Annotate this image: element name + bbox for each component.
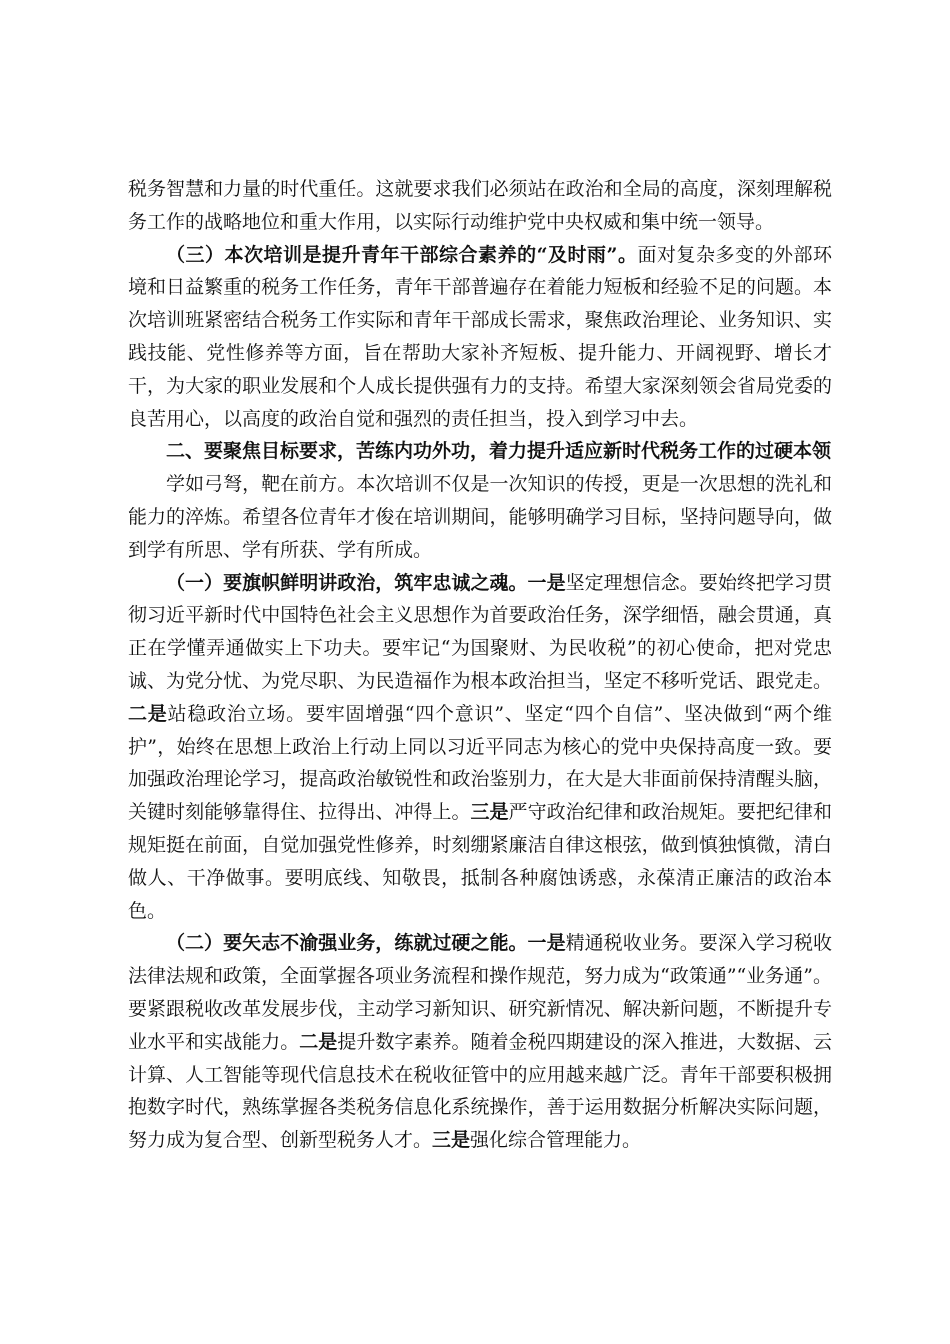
paragraph-text: 站稳政治立场。要牢固增强“四个意识”、坚定“四个自信”、坚决做到“两个维护”，始终在思想上政治上行动上同以习近平同志为核心的党中央保持高度一致。要加强政治理论学习，提高政治敏锐性和政治鉴别力，在大是大非面前保持清醒头脑，关键时刻能够靠得住、拉得出、冲得上。 xyxy=(128,702,832,824)
section-heading-two xyxy=(128,435,832,468)
document-body xyxy=(128,173,832,1157)
paragraph-text: 严守政治纪律和政治规矩。要把纪律和规矩挺在前面，自觉加强党性修养，时刻绷紧廉洁自律这根弦，做到慎独慎微，清白做人、干净做事。要明底线、知敬畏，抵制各种腐蚀诱惑，永葆清正廉洁的政治本色。 xyxy=(128,801,832,922)
paragraph-politics xyxy=(128,567,832,928)
paragraph-text: 面对复杂多变的外部环境和日益繁重的税务工作任务，青年干部普遍存在着能力短板和经验不足的问题。本次培训班紧密结合税务工作实际和青年干部成长需求，聚焦政治理论、业务知识、实践技能、党性修养等方面，旨在帮助大家补齐短板、提升能力、开阔视野、增长才干，为大家的职业发展和个人成长提供强有力的支持。希望大家深刻领会省局党委的良苦用心，以高度的政治自觉和强烈的责任担当，投入到学习中去。 xyxy=(128,243,832,430)
subsection-heading: （二）要矢志不渝强业务，练就过硬之能。 xyxy=(166,932,528,955)
paragraph-text: 精通税收业务。要深入学习税收法律法规和政策，全面掌握各项业务流程和操作规范，努力成为“政策通”“业务通”。要紧跟税收改革发展步伐，主动学习新知识、研究新情况、解决新问题，不断提升专业水平和实战能力。 xyxy=(128,932,832,1053)
paragraph-text: 强化综合管理能力。 xyxy=(470,1129,642,1152)
section-heading-text: 二、要聚焦目标要求，苦练内功外功，着力提升适应新时代税务工作的过硬本领 xyxy=(166,440,832,463)
subsection-heading: （三）本次培训是提升青年干部综合素养的“及时雨”。 xyxy=(166,243,638,266)
point-marker: 二是 xyxy=(128,702,168,725)
subsection-heading: （一）要旗帜鲜明讲政治，筑牢忠诚之魂。 xyxy=(166,571,528,594)
paragraph-text: 学如弓弩，靶在前方。本次培训不仅是一次知识的传授，更是一次思想的洗礼和能力的淬炼。希望各位青年才俊在培训期间，能够明确学习目标，坚持问题导向，做到学有所思、学有所获、学有所成。 xyxy=(128,473,832,561)
point-marker: 二是 xyxy=(299,1030,338,1053)
paragraph-text: 坚定理想信念。要始终把学习贯彻习近平新时代中国特色社会主义思想作为首要政治任务，深学细悟，融会贯通，真正在学懂弄通做实上下功夫。要牢记“为国聚财、为民收税”的初心使命，把对党忠诚、为党分忧、为党尽职、为民造福作为根本政治担当，坚定不移听党话、跟党走。 xyxy=(128,571,832,692)
point-marker: 三是 xyxy=(432,1129,471,1152)
paragraph-text: 提升数字素养。随着金税四期建设的深入推进，大数据、云计算、人工智能等现代信息技术在税收征管中的应用越来越广泛。青年干部要积极拥抱数字时代，熟练掌握各类税务信息化系统操作，善于运用数据分析解决实际问题，努力成为复合型、创新型税务人才。 xyxy=(128,1030,832,1152)
paragraph-continuation xyxy=(128,173,832,239)
paragraph-training-timely-rain xyxy=(128,239,832,436)
point-marker: 一是 xyxy=(527,932,566,955)
paragraph-business xyxy=(128,927,832,1157)
paragraph-text: 税务智慧和力量的时代重任。这就要求我们必须站在政治和全局的高度，深刻理解税务工作的战略地位和重大作用，以实际行动维护党中央权威和集中统一领导。 xyxy=(128,178,832,233)
paragraph-learning-intro xyxy=(128,468,832,566)
point-marker: 一是 xyxy=(527,571,566,594)
point-marker: 三是 xyxy=(470,801,509,824)
